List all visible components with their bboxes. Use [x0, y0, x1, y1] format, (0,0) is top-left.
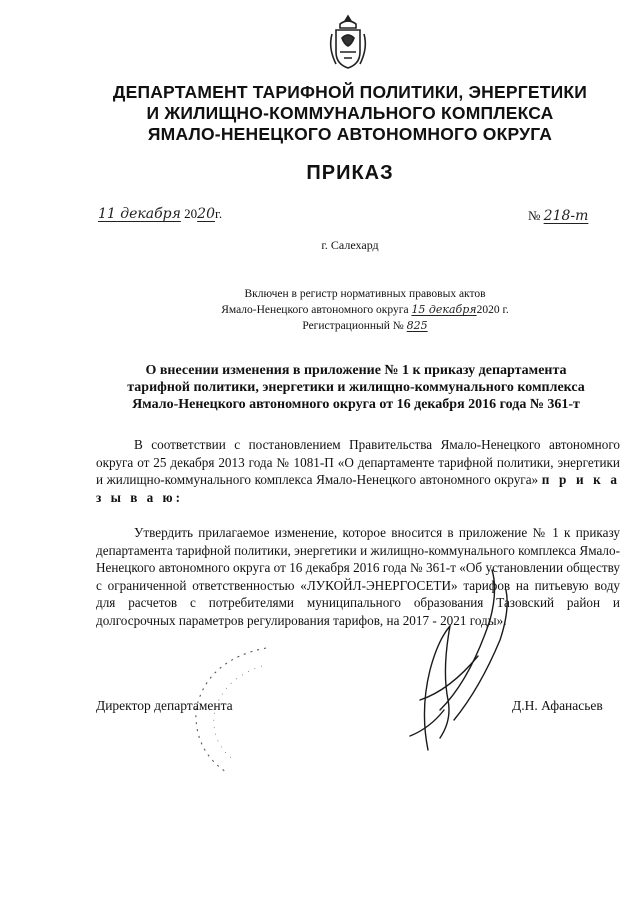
registry-number-handwritten: 825	[406, 319, 428, 332]
signatory-role: Директор департамента	[96, 698, 233, 713]
date-handwritten: 11 декабря	[98, 206, 181, 222]
number-handwritten: 218-т	[543, 208, 589, 224]
preamble-text: В соответствии с постановлением Правительства Ямало-Ненецкого автономного округа от 25 декабря 2013 года № 1081-П «О департаменте тарифной политики, энергетики и жилищно-коммунального комплекса Ямало-Ненецкого автономного округа»	[96, 437, 620, 487]
year-handwritten: 20	[197, 206, 215, 222]
organization-name	[60, 82, 640, 145]
org-line-2: И ЖИЛИЩНО-КОММУНАЛЬНОГО КОМПЛЕКСА	[146, 103, 554, 123]
handwritten-signature	[380, 560, 530, 760]
year-prefix: 20	[184, 206, 198, 221]
order-directive: п р и к а з ы в а ю:	[96, 472, 620, 505]
document-title: ПРИКАЗ	[306, 162, 394, 184]
registry-number-label: Регистрационный №	[302, 320, 404, 332]
signatory-name: Д.Н. Афанасьев	[512, 698, 603, 713]
subject-line-3: Ямало-Ненецкого автономного округа от 16 декабря 2016 года № 361-т	[132, 397, 580, 412]
preamble-paragraph	[96, 436, 620, 506]
registry-line-3	[180, 318, 550, 334]
registry-region: Ямало-Ненецкого автономного округа	[221, 304, 409, 316]
order-body-paragraph: Утвердить прилагаемое изменение, которое вносится в приложение № 1 к приказу департамента тарифной политики, энергетики и жилищно-коммунального комплекса Ямало-Ненецкого автономного округа от 16 декабря 2016 года № 361-т «Об установлении обществу с ограниченной ответственностью «ЛУКОЙЛ-ЭНЕРГОСЕТИ» тарифов на питьевую воду для расчетов с потребителями муниципального образования Тазовский район и долгосрочных параметров регулирования тарифов, на 2017 - 2021 годы».	[96, 525, 620, 628]
city-line: г. Салехард	[321, 238, 379, 252]
order-subject	[92, 362, 620, 413]
registry-year: 2020 г.	[476, 304, 509, 316]
year-suffix: г.	[214, 206, 223, 221]
coat-of-arms-emblem	[326, 12, 370, 76]
order-date	[98, 206, 222, 222]
registry-line-2	[180, 302, 550, 318]
org-line-1: ДЕПАРТАМЕНТ ТАРИФНОЙ ПОЛИТИКИ, ЭНЕРГЕТИКИ	[112, 82, 588, 102]
subject-line-2: тарифной политики, энергетики и жилищно-коммунального комплекса	[127, 380, 585, 395]
registry-date-handwritten: 15 декабря	[411, 303, 477, 316]
registry-stamp-block	[180, 286, 550, 334]
subject-line-1: О внесении изменения в приложение № 1 к приказу департамента	[145, 363, 567, 378]
org-line-3: ЯМАЛО-НЕНЕЦКОГО АВТОНОМНОГО ОКРУГА	[147, 124, 553, 144]
order-number	[528, 208, 588, 224]
number-label: №	[528, 208, 541, 223]
registry-line-1: Включен в регистр нормативных правовых актов	[244, 288, 486, 300]
